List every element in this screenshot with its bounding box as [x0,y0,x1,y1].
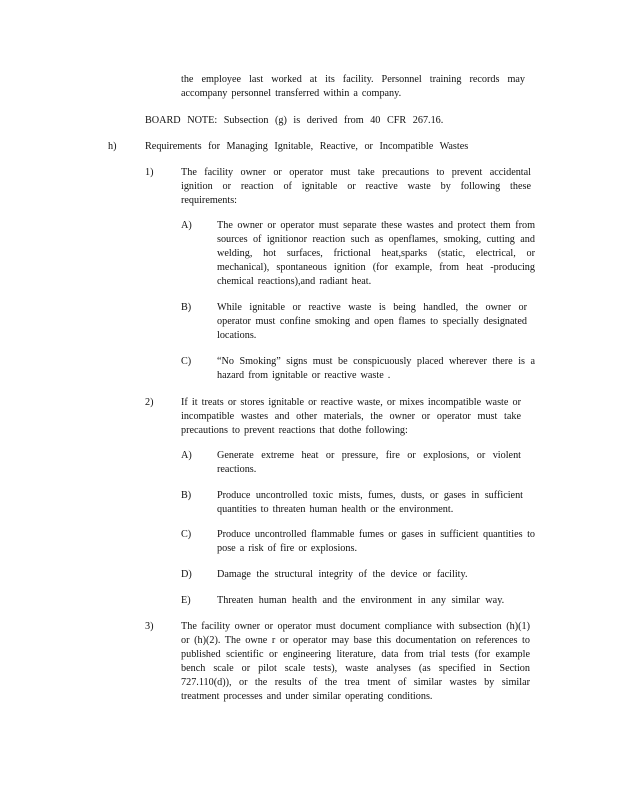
item-2e-label: E) [181,595,191,606]
section-h-title: Requirements for Managing Ignitable, Reactive, or Incompatible Wastes [145,141,469,152]
item-3-text: The facility owner or operator must document compliance with subsection (h)(1) or (h)(2). The owne r or operator may base this documentation on references to published scientific or engineering literature, data from trial tests (for example bench scale or pilot scale tests), waste analyses (as specified in Section 727.110(d)), or the results of the trea tment of similar wastes by similar treatment processes and under similar operating conditions. [181,621,530,702]
item-1b-text: While ignitable or reactive waste is being handled, the owner or operator must confine smoking and open flames to specially designated locations. [217,302,527,341]
item-2b-label: B) [181,490,192,501]
item-2c-label: C) [181,529,192,540]
item-1c-label: C) [181,356,192,367]
board-note: BOARD NOTE: Subsection (g) is derived from 40 CFR 267.16. [145,115,444,126]
item-1-label: 1) [145,167,154,178]
item-1c-text: “No Smoking” signs must be conspicuously placed wherever there is a hazard from ignitable or reactive waste . [217,356,535,381]
item-1a-text: The owner or operator must separate these wastes and protect them from sources of ignitionor reaction such as openflames, smoking, cutting and welding, hot surfaces, frictional heat,sparks (static, electrical, or mechanical), spontaneous ignition (for example, from heat -producing chemical reactions),and radiant heat. [217,220,535,287]
item-1-text: The facility owner or operator must take precautions to prevent accidental ignition or reaction of ignitable or reactive waste by following these requirements: [181,167,531,206]
item-2e-text: Threaten human health and the environment in any similar way. [217,595,505,606]
item-1b-label: B) [181,302,192,313]
item-1a-label: A) [181,220,192,231]
item-3-label: 3) [145,621,154,632]
item-2-text: If it treats or stores ignitable or reactive waste, or mixes incompatible waste or incompatible wastes and other materials, the owner or operator must take precautions to prevent reactions that dothe following: [181,397,521,436]
item-2d-text: Damage the structural integrity of the device or facility. [217,569,468,580]
item-2a-text: Generate extreme heat or pressure, fire or explosions, or violent reactions. [217,450,521,475]
item-2-label: 2) [145,397,154,408]
item-2c-text: Produce uncontrolled flammable fumes or gases in sufficient quantities to pose a risk of fire or explosions. [217,529,535,554]
item-2d-label: D) [181,569,192,580]
item-2b-text: Produce uncontrolled toxic mists, fumes, dusts, or gases in sufficient quantities to threaten human health or the environment. [217,490,523,515]
item-2a-label: A) [181,450,192,461]
intro-paragraph: the employee last worked at its facility. Personnel training records may accompany personnel transferred within a company. [181,74,525,99]
section-h-label: h) [108,141,117,152]
